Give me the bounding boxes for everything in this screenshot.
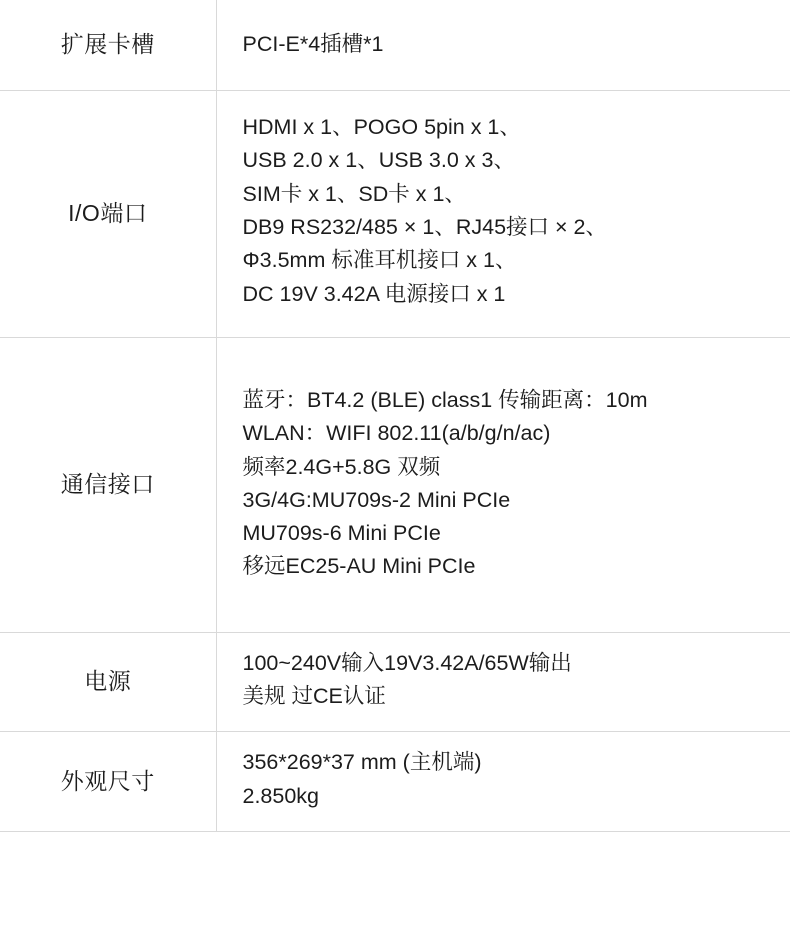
value-line: 美规 过CE认证 xyxy=(243,680,781,713)
value-line: 3G/4G:MU709s-2 Mini PCIe xyxy=(243,484,781,517)
row-label-power: 电源 xyxy=(0,632,216,732)
row-label-communication: 通信接口 xyxy=(0,337,216,632)
table-row xyxy=(0,91,790,338)
value-line: HDMI x 1、POGO 5pin x 1、 xyxy=(243,111,781,144)
row-label-expansion: 扩展卡槽 xyxy=(0,0,216,91)
table-bottom-spacer xyxy=(0,832,790,942)
value-line: PCI-E*4插槽*1 xyxy=(243,28,781,61)
spacer-cell xyxy=(0,832,216,942)
value-line: 移远EC25-AU Mini PCIe xyxy=(243,550,781,583)
value-line: 2.850kg xyxy=(243,780,781,813)
row-value-power xyxy=(216,632,790,732)
value-line: MU709s-6 Mini PCIe xyxy=(243,517,781,550)
row-label-io-ports: I/O端口 xyxy=(0,91,216,338)
row-value-communication xyxy=(216,337,790,632)
value-line: Φ3.5mm 标准耳机接口 x 1、 xyxy=(243,244,781,277)
value-line: 频率2.4G+5.8G 双频 xyxy=(243,451,781,484)
table-row xyxy=(0,0,790,91)
value-line: SIM卡 x 1、SD卡 x 1、 xyxy=(243,178,781,211)
table-row xyxy=(0,632,790,732)
table-row xyxy=(0,732,790,832)
value-line: 100~240V输入19V3.42A/65W输出 xyxy=(243,647,781,680)
value-line: DC 19V 3.42A 电源接口 x 1 xyxy=(243,278,781,311)
row-value-dimensions xyxy=(216,732,790,832)
value-line: USB 2.0 x 1、USB 3.0 x 3、 xyxy=(243,144,781,177)
value-line: 蓝牙：BT4.2 (BLE) class1 传输距离：10m xyxy=(243,384,781,417)
row-label-dimensions: 外观尺寸 xyxy=(0,732,216,832)
value-line: WLAN：WIFI 802.11(a/b/g/n/ac) xyxy=(243,417,781,450)
row-value-io-ports xyxy=(216,91,790,338)
value-line: DB9 RS232/485 × 1、RJ45接口 × 2、 xyxy=(243,211,781,244)
table-row xyxy=(0,337,790,632)
row-value-expansion xyxy=(216,0,790,91)
spacer-cell xyxy=(216,832,790,942)
value-line: 356*269*37 mm (主机端) xyxy=(243,746,781,779)
